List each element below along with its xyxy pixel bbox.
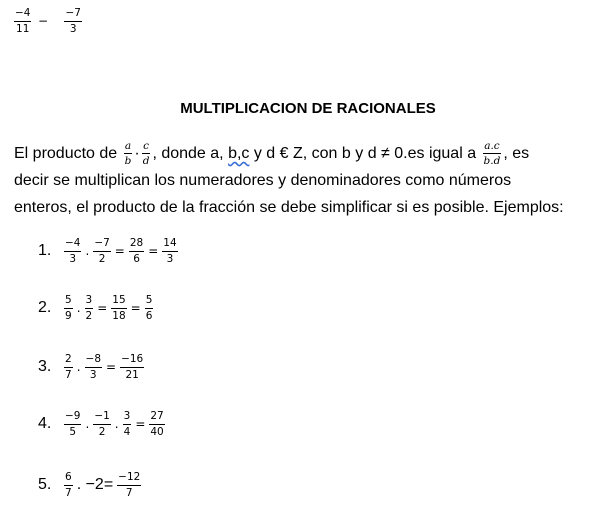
fraction — [162, 238, 177, 264]
fraction — [85, 295, 94, 321]
page-title: MULTIPLICACION DE RACIONALES — [180, 100, 436, 117]
operator: . −2= — [76, 476, 114, 493]
example-item-1 — [38, 233, 180, 269]
operator: . — [85, 244, 90, 258]
numerator: 3 — [85, 294, 93, 306]
example-item-4 — [38, 406, 167, 442]
numerator: −12 — [118, 471, 141, 483]
denominator: 7 — [65, 486, 72, 499]
denominator: 40 — [150, 425, 164, 438]
paragraph-line-1: El producto de $\frac{a}{b}$ · $\frac{c}{d}$ , donde a, b,c y d € Z, con b y d ≠ 0.es igual a $\frac{a.c}{b.d}$ , es — [14, 139, 530, 168]
numerator: −7 — [94, 237, 110, 249]
denominator: 6 — [129, 251, 144, 265]
operator: = — [114, 244, 125, 258]
top-fraction-1: $\frac{-4}{11}$ — [15, 7, 31, 35]
denominator: 9 — [65, 309, 72, 322]
top-fraction-2: $\frac{-7}{3}$ — [65, 7, 81, 35]
numerator: 5 — [145, 294, 153, 306]
operator: . — [76, 301, 81, 315]
example-index: 1. — [38, 242, 52, 259]
fraction — [120, 354, 144, 380]
numerator: −16 — [121, 353, 144, 365]
numerator: 6 — [65, 471, 72, 483]
example-index: 5. — [38, 476, 52, 493]
numerator: −8 — [85, 353, 101, 365]
denominator: 18 — [112, 309, 126, 322]
denominator: 3 — [85, 367, 102, 381]
numerator: 5 — [65, 294, 72, 306]
numerator: −9 — [65, 410, 81, 422]
denominator: 7 — [65, 368, 72, 381]
numerator: −4 — [65, 237, 81, 249]
fraction — [111, 295, 126, 321]
fraction — [85, 354, 102, 380]
example-item-3 — [38, 349, 146, 385]
operator: . — [76, 360, 81, 374]
operator: . — [114, 417, 119, 431]
fraction — [64, 295, 73, 321]
fraction — [64, 472, 73, 498]
denominator: 2 — [85, 309, 93, 322]
fraction — [117, 472, 141, 498]
numerator: 14 — [163, 237, 177, 249]
operator: = — [130, 301, 141, 315]
top-expression — [14, 8, 82, 34]
numerator: 2 — [65, 353, 72, 365]
denominator: 3 — [64, 251, 81, 265]
numerator: −1 — [94, 410, 110, 422]
fraction — [149, 411, 164, 437]
fraction — [93, 238, 110, 264]
denominator: 5 — [64, 424, 81, 438]
operator: . — [85, 417, 90, 431]
paragraph-line-2: decir se multiplican los numeradores y denominadores como números — [14, 172, 512, 189]
example-item-2 — [38, 290, 155, 326]
operator: = — [135, 417, 146, 431]
fraction — [64, 354, 73, 380]
operator: = — [97, 301, 108, 315]
example-item-5 — [38, 467, 143, 503]
numerator: 28 — [129, 237, 144, 249]
example-index: 3. — [38, 358, 52, 375]
denominator: 2 — [93, 251, 110, 265]
fraction — [123, 411, 132, 437]
minus-operator: − — [37, 14, 48, 28]
definition-paragraph — [14, 140, 614, 221]
example-index: 4. — [38, 415, 52, 432]
example-index: 2. — [38, 299, 52, 316]
denominator: 6 — [145, 309, 153, 322]
denominator: 7 — [117, 485, 141, 499]
fraction — [145, 295, 154, 321]
spellcheck-underlined-text: b,c — [228, 145, 250, 162]
denominator: 3 — [162, 251, 177, 265]
operator: = — [106, 360, 117, 374]
fraction — [64, 411, 81, 437]
numerator: 27 — [150, 410, 164, 422]
fraction-c-d: $\frac{c}{d}$ — [142, 139, 150, 168]
paragraph-line-3: enteros, el producto de la fracción se debe simplificar si es posible. Ejemplos: — [14, 199, 564, 216]
numerator: 3 — [123, 410, 131, 422]
fraction-ac-bd: $\frac{a.c}{b.d}$ — [483, 139, 501, 168]
fraction — [64, 238, 81, 264]
operator: = — [148, 244, 159, 258]
denominator: 21 — [120, 367, 144, 381]
fraction — [93, 411, 110, 437]
denominator: 4 — [123, 425, 131, 438]
fraction — [129, 238, 144, 264]
numerator: 15 — [112, 294, 126, 306]
denominator: 2 — [93, 424, 110, 438]
fraction-a-b: $\frac{a}{b}$ — [124, 139, 132, 168]
